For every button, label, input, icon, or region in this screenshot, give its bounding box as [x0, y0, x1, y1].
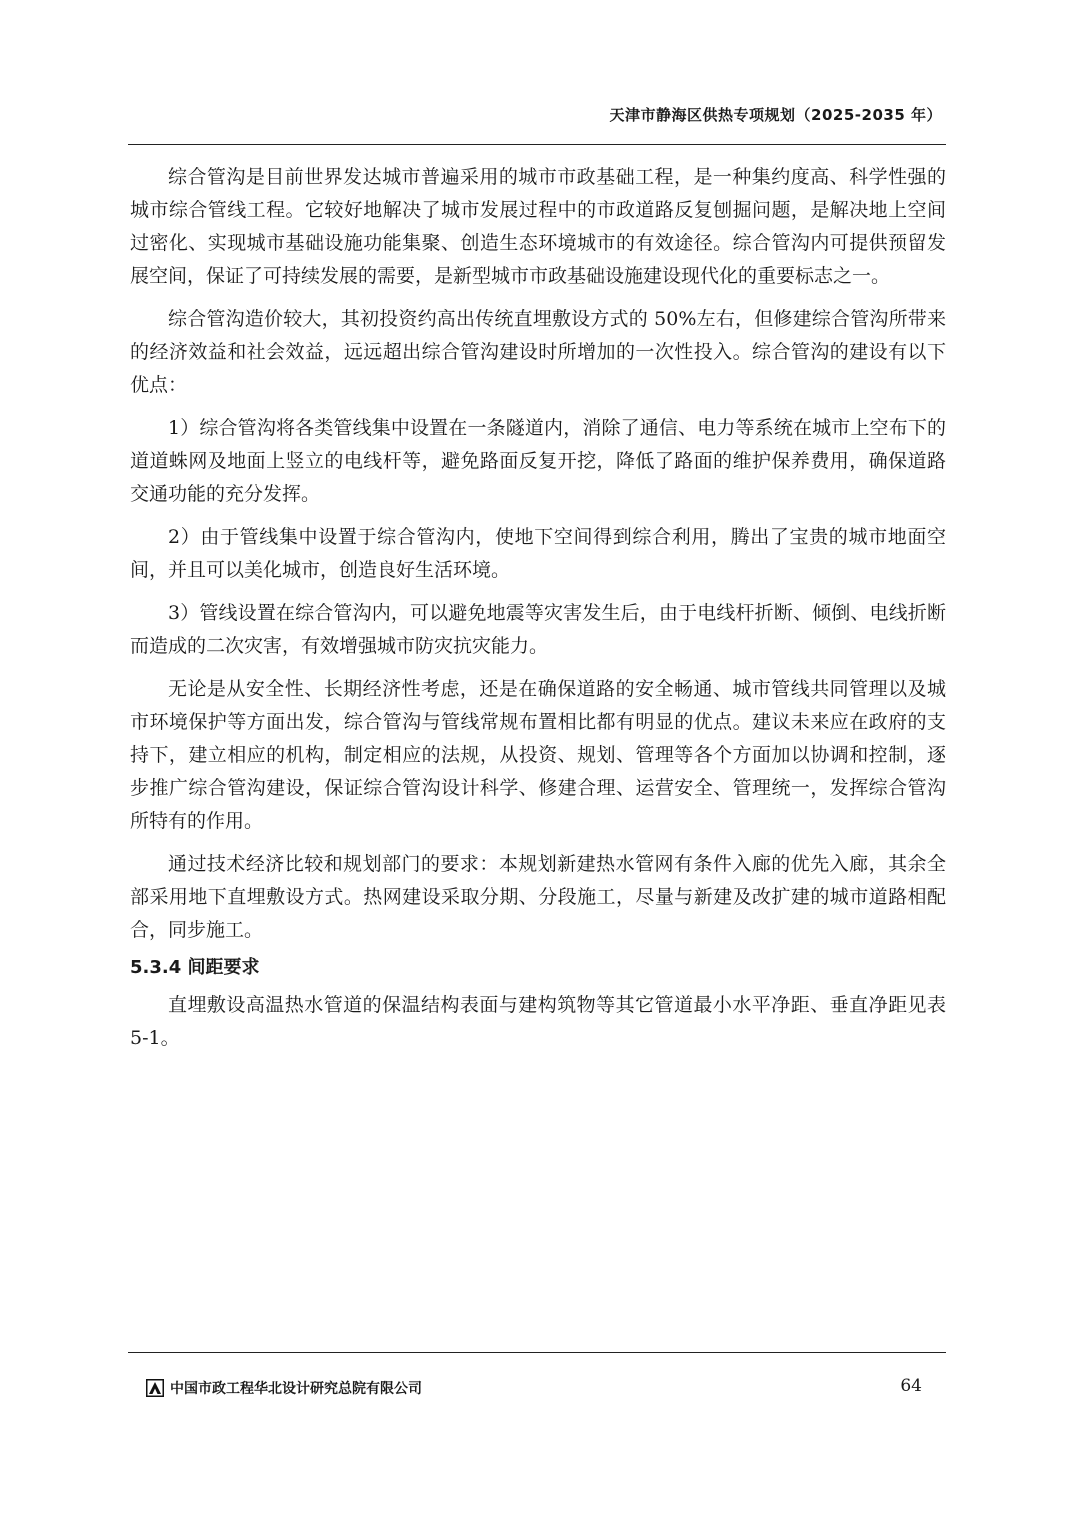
header-divider — [128, 144, 946, 145]
body-paragraph: 1）综合管沟将各类管线集中设置在一条隧道内，消除了通信、电力等系统在城市上空布下的道道蛛网及地面上竖立的电线杆等，避免路面反复开挖，降低了路面的维护保养费用，确保道路交通功能的充分发挥。 — [130, 417, 946, 505]
running-header-title: 天津市静海区供热专项规划（2025-2035 年） — [609, 106, 942, 124]
body-paragraph: 直埋敷设高温热水管道的保温结构表面与建构筑物等其它管道最小水平净距、垂直净距见表 5-1。 — [130, 994, 946, 1049]
page-body — [130, 161, 946, 1065]
body-paragraph: 综合管沟造价较大，其初投资约高出传统直埋敷设方式的 50%左右，但修建综合管沟所带来的经济效益和社会效益，远远超出综合管沟建设时所增加的一次性投入。综合管沟的建设有以下优点： — [130, 308, 946, 396]
body-paragraph: 通过技术经济比较和规划部门的要求：本规划新建热水管网有条件入廊的优先入廊，其余全部采用地下直埋敷设方式。热网建设采取分期、分段施工，尽量与新建及改扩建的城市道路相配合，同步施工。 — [130, 853, 946, 941]
organization-name: 中国市政工程华北设计研究总院有限公司 — [170, 1381, 422, 1397]
body-paragraph: 3）管线设置在综合管沟内，可以避免地震等灾害发生后，由于电线杆折断、倾倒、电线折断而造成的二次灾害，有效增强城市防灾抗灾能力。 — [130, 602, 946, 657]
body-paragraph: 综合管沟是目前世界发达城市普遍采用的城市市政基础工程，是一种集约度高、科学性强的城市综合管线工程。它较好地解决了城市发展过程中的市政道路反复刨掘问题，是解决地上空间过密化、实现城市基础设施功能集聚、创造生态环境城市的有效途径。综合管沟内可提供预留发展空间，保证了可持续发展的需要，是新型城市市政基础设施建设现代化的重要标志之一。 — [130, 166, 946, 287]
company-logo-icon — [146, 1379, 164, 1397]
footer-divider — [128, 1352, 946, 1353]
body-paragraph: 无论是从安全性、长期经济性考虑，还是在确保道路的安全畅通、城市管线共同管理以及城市环境保护等方面出发，综合管沟与管线常规布置相比都有明显的优点。建议未来应在政府的支持下，建立相应的机构，制定相应的法规，从投资、规划、管理等各个方面加以协调和控制，逐步推广综合管沟建设，保证综合管沟设计科学、修建合理、运营安全、管理统一，发挥综合管沟所特有的作用。 — [130, 678, 946, 832]
footer-organization — [146, 1378, 422, 1398]
page-number: 64 — [900, 1376, 922, 1396]
section-heading: 5.3.4 间距要求 — [130, 957, 260, 978]
body-paragraph: 2）由于管线集中设置于综合管沟内，使地下空间得到综合利用，腾出了宝贵的城市地面空间，并且可以美化城市，创造良好生活环境。 — [130, 526, 946, 581]
